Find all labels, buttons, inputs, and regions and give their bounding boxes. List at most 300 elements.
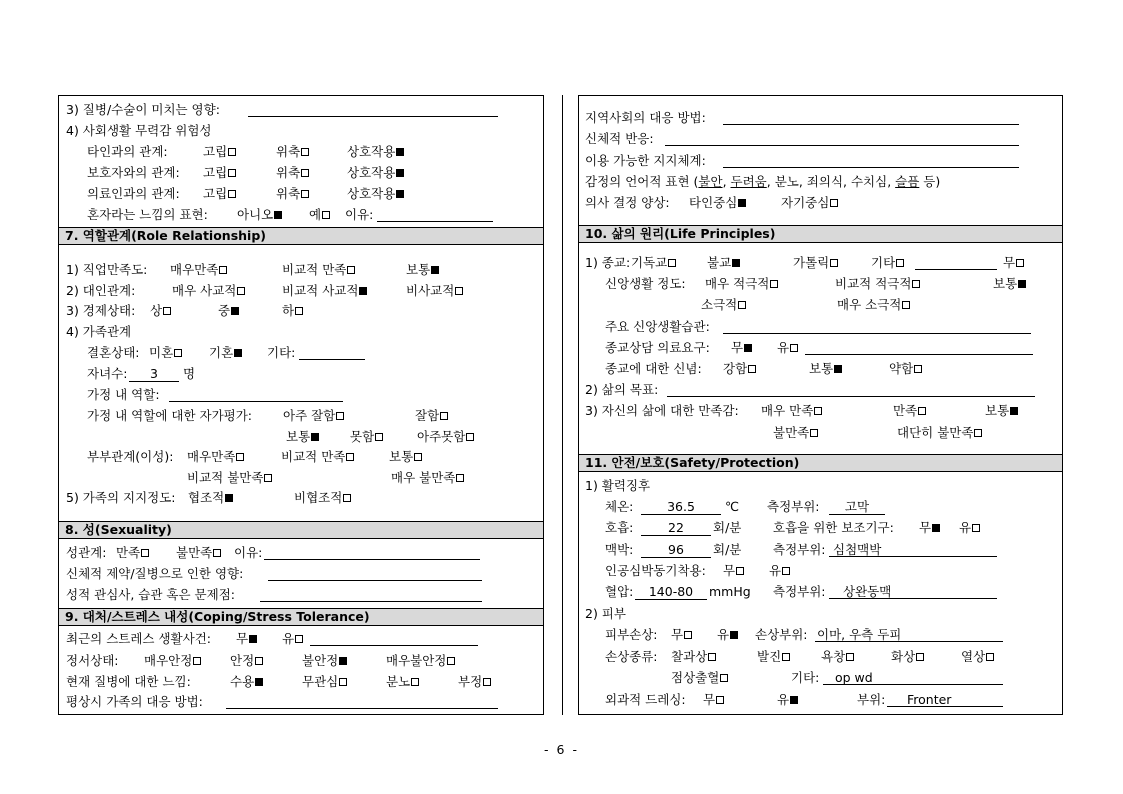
dressing-row (605, 692, 1055, 708)
religion-checkbox-4[interactable] (1016, 259, 1024, 267)
belief-checkbox-1[interactable] (834, 365, 842, 373)
faith-option-4 (837, 297, 910, 313)
option-label: 유 (777, 340, 790, 355)
option-label: 고립 (203, 186, 228, 201)
section-9-header: 9. 대처/스트레스 내성(Coping/Stress Tolerance) (59, 608, 543, 626)
inter-option-1 (282, 283, 367, 299)
alone-reason-field[interactable] (377, 221, 493, 222)
feeling-checkbox-1[interactable] (339, 678, 347, 686)
option-label: 상호작용 (347, 144, 396, 159)
option-label: 무 (919, 520, 932, 535)
option-label: 아주 잘함 (283, 408, 336, 423)
faith-checkbox-0[interactable] (770, 280, 778, 288)
dressing-label: 외과적 드레싱: (605, 692, 686, 707)
injury-option-0 (671, 627, 692, 643)
option-label: 비교적 만족 (281, 449, 346, 464)
emotion-label: 정서상태: (66, 653, 119, 668)
option-label: 아주못함 (417, 429, 466, 444)
option-label: 고립 (203, 165, 228, 180)
belief-checkbox-2[interactable] (914, 365, 922, 373)
vital-signs-title (585, 478, 650, 494)
option-label: 아니오 (237, 207, 274, 222)
verbal-anxiety: 불안 (698, 174, 723, 189)
center-divider (562, 95, 563, 715)
sex-checkbox-0[interactable] (141, 549, 149, 557)
faith-option-3 (701, 297, 746, 313)
marital-option-0 (149, 345, 182, 361)
verbal-others: , 분노, 죄의식, 수치심, (766, 174, 892, 189)
satisfy-checkbox-0[interactable] (814, 407, 822, 415)
temperature-site-label: 측정부위: (767, 499, 820, 514)
injury-type-checkbox-0[interactable] (708, 653, 716, 661)
injury-site-label: 손상부위: (755, 627, 808, 642)
decision-option-1 (781, 195, 838, 211)
respiration-row (605, 520, 1055, 536)
couple-row (87, 449, 527, 465)
injury-type-option-2 (821, 649, 854, 665)
pulse-site-field[interactable]: 심첨맥박 (829, 542, 997, 557)
job-option-1 (282, 262, 355, 278)
option-label: 보통 (389, 449, 414, 464)
resp-aid-checkbox-1[interactable] (972, 524, 980, 532)
family-coping-label: 평상시 가족의 대응 방법: (66, 694, 203, 709)
life-satisfaction-label: 3) 자신의 삶에 대한 만족감: (585, 403, 739, 418)
pulse-field[interactable]: 96 (641, 542, 711, 558)
guardian-relation-row (87, 165, 527, 181)
satisfy-checkbox-1[interactable] (918, 407, 926, 415)
vital-signs-label: 1) 활력징후 (585, 478, 651, 493)
support-system-label: 이용 가능한 지지체계: (585, 153, 706, 168)
job-option-2 (406, 262, 439, 278)
couple-option-0 (187, 449, 244, 465)
respiration-label: 호흡: (605, 520, 634, 535)
physical-limit-field[interactable] (268, 580, 482, 581)
job-checkbox-1[interactable] (347, 266, 355, 274)
option-label: 비교적 불만족 (187, 470, 264, 485)
verbal-fear: 두려움 (730, 174, 767, 189)
religion-option-1 (707, 255, 740, 271)
resp-aid-checkbox-0[interactable] (932, 524, 940, 532)
skin-label: 2) 피부 (585, 606, 626, 621)
bp-site-label: 측정부위: (773, 584, 826, 599)
others-withdrawn-option (276, 144, 309, 160)
life-goal-row (585, 382, 1055, 398)
inter-checkbox-1[interactable] (359, 287, 367, 295)
physical-limit-row (66, 566, 536, 582)
pulse-site-label: 측정부위: (773, 542, 826, 557)
community-row (585, 110, 1055, 126)
decision-checkbox-1[interactable] (830, 199, 838, 207)
option-label: 매우 적극적 (705, 276, 770, 291)
consult-field[interactable] (805, 354, 1033, 355)
section-7-header: 7. 역할관계(Role Relationship) (59, 227, 543, 245)
consult-checkbox-1[interactable] (790, 344, 798, 352)
blood-pressure-row (605, 584, 1055, 600)
dressing-site-field[interactable]: Fronter (887, 692, 1003, 707)
temperature-label: 체온: (605, 499, 634, 514)
option-label: 부정 (458, 674, 483, 689)
temperature-field[interactable]: 36.5 (641, 499, 721, 515)
medical-withdrawn-option (276, 186, 309, 202)
support-option-0 (188, 490, 233, 506)
physical-limit-label: 신체적 제약/질병으로 인한 영향: (66, 566, 244, 581)
job-satisfaction-label: 1) 직업만족도: (66, 262, 148, 277)
option-label: 상호작용 (347, 165, 396, 180)
sex-option-1 (176, 545, 221, 561)
marital-other-field[interactable] (299, 359, 365, 360)
option-label: 비사교적 (406, 283, 455, 298)
emotion-option-3 (386, 653, 455, 669)
section-11-header: 11. 안전/보호(Safety/Protection) (579, 454, 1062, 472)
emotion-checkbox-2[interactable] (339, 657, 347, 665)
option-label: 못함 (350, 429, 375, 444)
emotion-row (66, 653, 536, 669)
option-label: 점상출혈 (671, 670, 720, 685)
injury-type-option-1 (757, 649, 790, 665)
support-checkbox-1[interactable] (343, 494, 351, 502)
habit-label: 주요 신앙생활습관: (605, 319, 710, 334)
belief-option-2 (889, 361, 922, 377)
religion-other-field[interactable] (915, 269, 997, 270)
alone-yes-option (309, 207, 330, 223)
option-label: 무 (723, 563, 736, 578)
option-label: 잘함 (415, 408, 440, 423)
option-label: 보통 (406, 262, 431, 277)
recent-checkbox-0[interactable] (249, 635, 257, 643)
option-label: 무 (1003, 255, 1016, 270)
medical-interaction-option (347, 186, 404, 202)
option-label: 비교적 적극적 (835, 276, 912, 291)
feeling-checkbox-3[interactable] (483, 678, 491, 686)
habit-field[interactable] (723, 333, 1031, 334)
option-label: 보통 (985, 403, 1010, 418)
others-relation-row (87, 144, 527, 160)
option-label: 매우 만족 (761, 403, 814, 418)
option-label: 기타 (871, 255, 896, 270)
page-number: - 6 - (544, 742, 579, 757)
option-label: 화상 (891, 649, 916, 664)
children-row (87, 366, 527, 382)
blood-pressure-field[interactable]: 140-80 (635, 584, 707, 600)
faith-option-2 (993, 276, 1026, 292)
option-label: 비교적 만족 (282, 262, 347, 277)
option-label: 매우 소극적 (837, 297, 902, 312)
economic-row (66, 303, 536, 319)
temperature-site-field[interactable]: 고막 (829, 499, 885, 515)
satisfy-checkbox-2[interactable] (1010, 407, 1018, 415)
sex-reason-field[interactable] (264, 559, 480, 560)
recent-stress-field[interactable] (310, 645, 478, 646)
bp-site-field[interactable]: 상완동맥 (829, 584, 997, 599)
right-panel (578, 95, 1063, 715)
option-label: 비교적 사교적 (282, 283, 359, 298)
belief-option-0 (723, 361, 756, 377)
guardian-isolated-option (203, 165, 236, 181)
job-checkbox-2[interactable] (431, 266, 439, 274)
support-system-row (585, 153, 1055, 169)
community-field[interactable] (723, 124, 1019, 125)
emotion-checkbox-3[interactable] (447, 657, 455, 665)
injury-type-checkbox-2[interactable] (846, 653, 854, 661)
option-label: 유 (959, 520, 972, 535)
injury-type-option-3 (891, 649, 924, 665)
resp-aid-option-1 (959, 520, 980, 536)
satisfy-checkbox-4[interactable] (974, 429, 982, 437)
respiration-field[interactable]: 22 (641, 520, 711, 536)
option-label: 보통 (993, 276, 1018, 291)
option-label: 보통 (286, 429, 311, 444)
alone-feeling-label: 혼자라는 느낌의 표현: (87, 207, 208, 222)
option-label: 분노 (386, 674, 411, 689)
pacemaker-checkbox-1[interactable] (782, 567, 790, 575)
belief-row (605, 361, 1055, 377)
eval-checkbox-3[interactable] (375, 433, 383, 441)
interpersonal-row (66, 283, 536, 299)
eval-checkbox-0[interactable] (336, 412, 344, 420)
option-label: 위축 (276, 165, 301, 180)
medical-isolated-checkbox[interactable] (228, 190, 236, 198)
job-option-0 (170, 262, 227, 278)
option-label: 수용 (230, 674, 255, 689)
injury-type-checkbox-1[interactable] (782, 653, 790, 661)
consult-checkbox-0[interactable] (744, 344, 752, 352)
eval-checkbox-4[interactable] (466, 433, 474, 441)
consult-row (605, 340, 1055, 356)
option-label: 만족 (893, 403, 918, 418)
religion-option-3 (871, 255, 904, 271)
alone-reason-label: 이유: (345, 207, 374, 222)
guardian-relation-label: 보호자와의 관계: (87, 165, 180, 180)
pulse-row (605, 542, 1055, 558)
consult-option-1 (777, 340, 798, 356)
family-support-label: 5) 가족의 지지정도: (66, 490, 176, 505)
dressing-checkbox-0[interactable] (716, 696, 724, 704)
life-goal-field[interactable] (667, 396, 1035, 397)
illness-impact-field[interactable] (248, 116, 498, 117)
skin-injury-label: 피부손상: (605, 627, 658, 642)
recent-checkbox-1[interactable] (295, 635, 303, 643)
belief-option-1 (809, 361, 842, 377)
life-goal-label: 2) 삶의 목표: (585, 382, 659, 397)
faith-row-2 (605, 297, 1055, 313)
couple-option-3 (187, 470, 272, 486)
pacemaker-checkbox-0[interactable] (736, 567, 744, 575)
support-checkbox-0[interactable] (225, 494, 233, 502)
religion-checkbox-3[interactable] (896, 259, 904, 267)
inter-checkbox-2[interactable] (455, 287, 463, 295)
faith-checkbox-3[interactable] (738, 301, 746, 309)
self-eval-label: 가정 내 역할에 대한 자가평가: (87, 408, 253, 423)
feeling-option-1 (302, 674, 347, 690)
eval-option-3 (350, 429, 383, 445)
job-checkbox-0[interactable] (219, 266, 227, 274)
option-label: 예 (309, 207, 322, 222)
injury-type-checkbox-4[interactable] (986, 653, 994, 661)
option-label: 가톨릭 (793, 255, 830, 270)
others-interaction-checkbox[interactable] (396, 148, 404, 156)
feeling-checkbox-2[interactable] (411, 678, 419, 686)
habit-row (605, 319, 1055, 335)
sex-checkbox-1[interactable] (213, 549, 221, 557)
option-label: 유 (769, 563, 782, 578)
belief-checkbox-0[interactable] (748, 365, 756, 373)
recent-option-1 (282, 631, 303, 647)
blood-pressure-unit: mmHg (709, 584, 751, 599)
life-satisfaction-row-2 (585, 425, 1055, 441)
body-response-row (585, 131, 1055, 147)
feeling-checkbox-0[interactable] (255, 678, 263, 686)
option-label: 불만족 (176, 545, 213, 560)
children-label: 자녀수: (87, 366, 128, 381)
verbal-expression-row: 감정의 언어적 표현 (불안, 두려움, 분노, 죄의식, 수치심, 슬픔 등) (585, 174, 941, 189)
eval-option-1 (415, 408, 448, 424)
option-label: 매우 불만족 (391, 470, 456, 485)
marital-checkbox-0[interactable] (174, 349, 182, 357)
option-label: 미혼 (149, 345, 174, 360)
faith-checkbox-2[interactable] (1018, 280, 1026, 288)
others-withdrawn-checkbox[interactable] (301, 148, 309, 156)
faith-checkbox-1[interactable] (912, 280, 920, 288)
verbal-end: 등) (923, 174, 941, 189)
religion-label: 1) 종교: (585, 255, 631, 270)
decision-row (585, 195, 1055, 211)
eval-checkbox-2[interactable] (311, 433, 319, 441)
decision-option-0 (689, 195, 746, 211)
dressing-checkbox-1[interactable] (790, 696, 798, 704)
option-label: 매우만족 (187, 449, 236, 464)
decision-label: 의사 결정 양상: (585, 195, 670, 210)
emotion-checkbox-1[interactable] (255, 657, 263, 665)
option-label: 무 (236, 631, 249, 646)
guardian-withdrawn-checkbox[interactable] (301, 169, 309, 177)
eval-option-4 (417, 429, 474, 445)
econ-checkbox-2[interactable] (295, 307, 303, 315)
medical-withdrawn-checkbox[interactable] (301, 190, 309, 198)
sex-concern-field[interactable] (260, 601, 482, 602)
feeling-option-3 (458, 674, 491, 690)
social-risk-title (66, 123, 212, 139)
marital-checkbox-1[interactable] (234, 349, 242, 357)
injury-option-1 (717, 627, 738, 643)
option-label: 기혼 (209, 345, 234, 360)
option-label: 불안정 (302, 653, 339, 668)
marital-option-1 (209, 345, 242, 361)
option-label: 소극적 (701, 297, 738, 312)
alone-feeling-row (87, 207, 527, 223)
couple-checkbox-0[interactable] (236, 453, 244, 461)
guardian-interaction-checkbox[interactable] (396, 169, 404, 177)
option-label: 위축 (276, 186, 301, 201)
others-isolated-checkbox[interactable] (228, 148, 236, 156)
feeling-option-0 (230, 674, 263, 690)
eval-checkbox-1[interactable] (440, 412, 448, 420)
econ-checkbox-1[interactable] (231, 307, 239, 315)
couple-option-4 (391, 470, 464, 486)
sex-concern-row (66, 587, 536, 603)
econ-option-1 (218, 303, 239, 319)
option-label: 타인중심 (689, 195, 738, 210)
medical-interaction-checkbox[interactable] (396, 190, 404, 198)
injury-type-checkbox-5[interactable] (720, 674, 728, 682)
section-10-header: 10. 삶의 원리(Life Principles) (579, 225, 1062, 243)
econ-checkbox-0[interactable] (163, 307, 171, 315)
option-label: 찰과상 (671, 649, 708, 664)
option-label: 협조적 (188, 490, 225, 505)
couple-checkbox-1[interactable] (346, 453, 354, 461)
injury-other-field[interactable]: op wd (823, 670, 1003, 685)
couple-checkbox-2[interactable] (414, 453, 422, 461)
faith-checkbox-4[interactable] (902, 301, 910, 309)
home-role-field[interactable] (169, 401, 343, 402)
guardian-isolated-checkbox[interactable] (228, 169, 236, 177)
illness-impact-label: 3) 질병/수술이 미치는 영향: (66, 102, 220, 117)
inter-checkbox-0[interactable] (237, 287, 245, 295)
family-coping-field[interactable] (226, 708, 498, 709)
alone-no-checkbox[interactable] (274, 211, 282, 219)
children-count-field[interactable]: 3 (129, 366, 179, 382)
sex-option-0 (116, 545, 149, 561)
sex-relation-row (66, 545, 536, 561)
temperature-unit: ℃ (725, 499, 740, 514)
injury-checkbox-0[interactable] (684, 631, 692, 639)
option-label: 유 (717, 627, 730, 642)
satisfy-option-2 (985, 403, 1018, 419)
alone-yes-checkbox[interactable] (322, 211, 330, 219)
injury-type-option-0 (671, 649, 716, 665)
religion-checkbox-2[interactable] (830, 259, 838, 267)
emotion-option-0 (144, 653, 201, 669)
option-label: 하 (282, 303, 295, 318)
support-system-field[interactable] (723, 167, 1019, 168)
family-coping-row (66, 694, 536, 710)
body-response-field[interactable] (665, 145, 1019, 146)
option-label: 열상 (961, 649, 986, 664)
pulse-label: 맥박: (605, 542, 634, 557)
option-label: 약함 (889, 361, 914, 376)
couple-label: 부부관계(이성): (87, 449, 174, 464)
injury-type-checkbox-3[interactable] (916, 653, 924, 661)
religion-option-0 (631, 255, 676, 271)
injury-checkbox-1[interactable] (730, 631, 738, 639)
option-label: 무 (703, 692, 716, 707)
religion-checkbox-1[interactable] (732, 259, 740, 267)
injury-site-field[interactable]: 이마, 우측 두피 (815, 627, 1003, 642)
option-label: 무관심 (302, 674, 339, 689)
family-relation-title (66, 324, 131, 340)
recent-stress-label: 최근의 스트레스 생활사건: (66, 631, 211, 646)
emotion-checkbox-0[interactable] (193, 657, 201, 665)
option-label: 보통 (809, 361, 834, 376)
couple-checkbox-3[interactable] (264, 474, 272, 482)
decision-checkbox-0[interactable] (738, 199, 746, 207)
religion-checkbox-0[interactable] (668, 259, 676, 267)
support-option-1 (294, 490, 351, 506)
guardian-interaction-option (347, 165, 404, 181)
faith-row (605, 276, 1055, 292)
option-label: 무 (731, 340, 744, 355)
satisfy-checkbox-3[interactable] (810, 429, 818, 437)
option-label: 중 (218, 303, 231, 318)
marital-row (87, 345, 527, 361)
couple-checkbox-4[interactable] (456, 474, 464, 482)
alone-no-option (237, 207, 282, 223)
emotion-option-1 (230, 653, 263, 669)
sex-concern-label: 성적 관심사, 습관 혹은 문제점: (66, 587, 235, 602)
couple-row-2 (87, 470, 527, 486)
skin-title (585, 606, 626, 622)
injury-type-row-2 (605, 670, 1055, 686)
pacemaker-option-0 (723, 563, 744, 579)
